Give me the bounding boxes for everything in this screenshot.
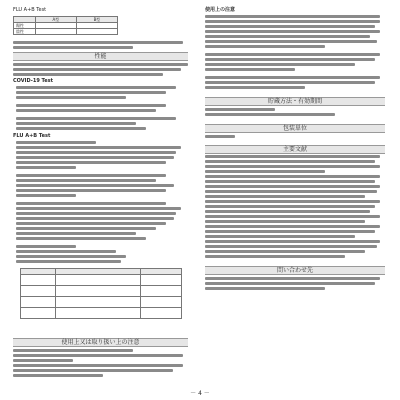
section-references-header: 主要文献 bbox=[205, 145, 385, 154]
section-precaution-title: 使用上の注意 bbox=[205, 7, 236, 13]
page-number: － 4 － bbox=[190, 390, 210, 397]
section-contact-header: 問い合わせ先 bbox=[205, 266, 385, 275]
flu-test-label: FLU A+B Test bbox=[13, 133, 51, 139]
section-package-header: 包装単位 bbox=[205, 124, 385, 133]
covid-test-label: COVID-19 Test bbox=[13, 78, 54, 84]
section-performance-header: 性能 bbox=[13, 52, 188, 61]
detection-limit-table bbox=[20, 268, 182, 319]
section-storage-header: 貯蔵方法・有効期間 bbox=[205, 97, 385, 106]
section-usage-header: 使用上又は取り扱い上の注意 bbox=[13, 338, 188, 347]
top-result-table: A型 B型 陽性 陰性 bbox=[13, 16, 118, 35]
left-header-code: FLU A+B Test bbox=[13, 7, 47, 13]
